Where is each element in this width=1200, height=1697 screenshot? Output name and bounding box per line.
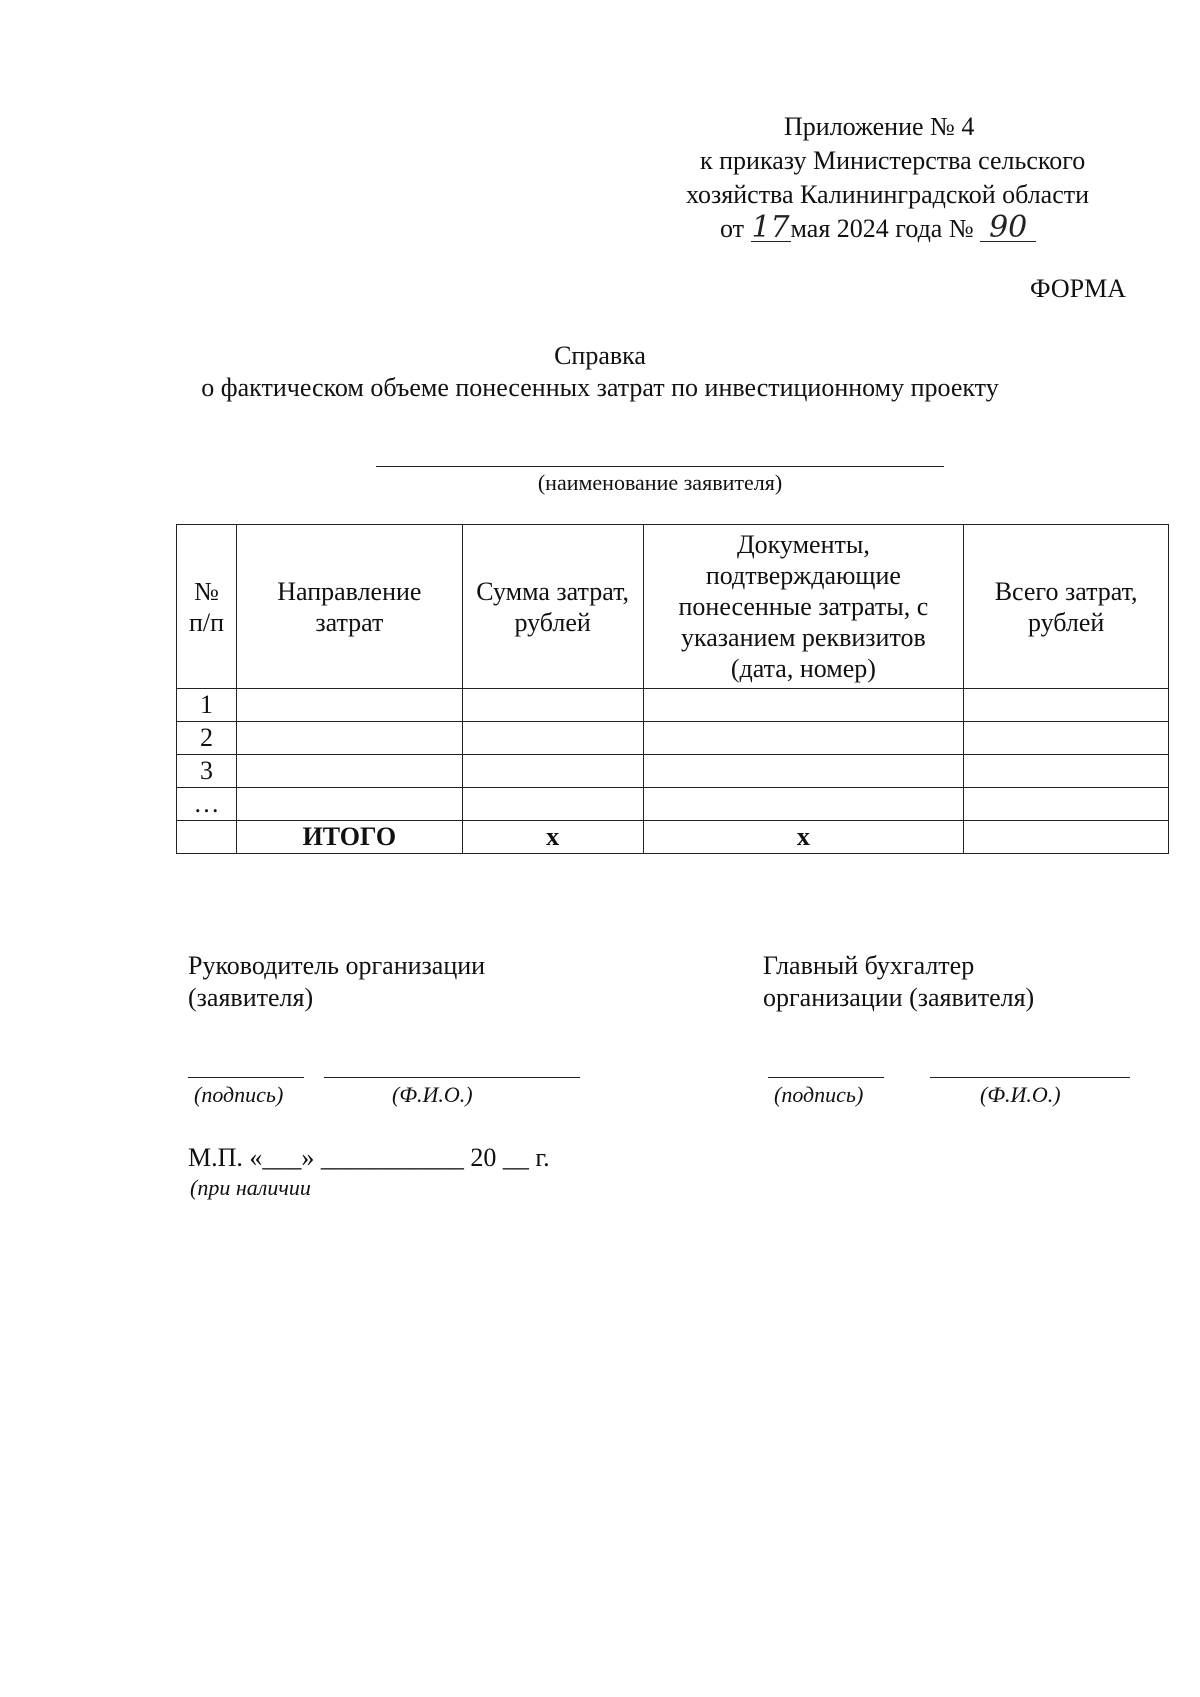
head-title-line-2: (заявителя) <box>188 983 314 1012</box>
title-line-2: о фактическом объеме понесенных затрат по инвестиционному проекту <box>201 373 999 402</box>
cell-direction <box>236 689 462 722</box>
cell-total <box>964 689 1169 722</box>
table-header-row <box>177 525 1169 689</box>
date-middle: мая 2024 года № <box>790 214 974 243</box>
cell-total <box>964 755 1169 788</box>
row-number: 1 <box>177 689 237 722</box>
cell-amount <box>462 788 643 821</box>
head-signature-line <box>188 1077 304 1078</box>
total-documents-mark: х <box>643 821 964 854</box>
total-label: ИТОГО <box>236 821 462 854</box>
row-number: 3 <box>177 755 237 788</box>
total-number <box>177 821 237 854</box>
total-sum <box>964 821 1169 854</box>
col-header-number: № п/п <box>177 525 237 689</box>
accountant-signatory-title <box>763 950 1034 1014</box>
cell-total <box>964 722 1169 755</box>
total-amount-mark: х <box>462 821 643 854</box>
table-row <box>177 788 1169 821</box>
col-header-direction: Направление затрат <box>236 525 462 689</box>
cell-documents <box>643 788 964 821</box>
order-reference: к приказу Министерства сельского <box>700 146 1086 175</box>
applicant-caption: (наименование заявителя) <box>537 470 783 495</box>
cell-amount <box>462 722 643 755</box>
form-label: ФОРМА <box>1030 274 1126 303</box>
document-title <box>0 340 1200 404</box>
costs-table <box>176 524 1169 854</box>
head-signatory-title <box>188 950 485 1014</box>
total-row <box>177 821 1169 854</box>
accountant-title-line-2: организации (заявителя) <box>763 983 1035 1012</box>
head-fio-line <box>324 1077 580 1078</box>
row-number: … <box>177 788 237 821</box>
cell-amount <box>462 689 643 722</box>
cell-documents <box>643 722 964 755</box>
order-day: 17 <box>751 210 790 245</box>
head-signature-caption: (подпись) <box>194 1082 284 1107</box>
col-header-total: Всего затрат, рублей <box>964 525 1169 689</box>
cell-amount <box>462 755 643 788</box>
accountant-title-line-1: Главный бухгалтер <box>763 951 975 980</box>
accountant-signature-line <box>768 1077 884 1078</box>
accountant-signature-caption: (подпись) <box>774 1082 864 1107</box>
ministry-region: хозяйства Калининградской области <box>686 180 1090 209</box>
accountant-fio-line <box>930 1077 1130 1078</box>
cell-documents <box>643 689 964 722</box>
row-number: 2 <box>177 722 237 755</box>
cell-total <box>964 788 1169 821</box>
col-header-documents: Документы, подтверждающие понесенные затраты, с указанием реквизитов (дата, номер) <box>643 525 964 689</box>
cell-direction <box>236 755 462 788</box>
order-date-line <box>720 210 1036 245</box>
order-number: 90 <box>980 215 1036 242</box>
cell-documents <box>643 755 964 788</box>
stamp-note: (при наличии <box>190 1175 311 1200</box>
col-header-amount: Сумма затрат, рублей <box>462 525 643 689</box>
table-row <box>177 755 1169 788</box>
stamp-date-line: М.П. «___» ___________ 20 __ г. <box>188 1143 550 1172</box>
table-row <box>177 722 1169 755</box>
head-fio-caption: (Ф.И.О.) <box>392 1082 473 1107</box>
date-prefix: от <box>720 214 745 243</box>
applicant-name-line <box>376 466 944 467</box>
cell-direction <box>236 788 462 821</box>
cell-direction <box>236 722 462 755</box>
head-title-line-1: Руководитель организации <box>188 951 486 980</box>
accountant-fio-caption: (Ф.И.О.) <box>980 1082 1061 1107</box>
appendix-number: Приложение № 4 <box>784 112 975 141</box>
table-row <box>177 689 1169 722</box>
title-line-1: Справка <box>554 341 646 370</box>
